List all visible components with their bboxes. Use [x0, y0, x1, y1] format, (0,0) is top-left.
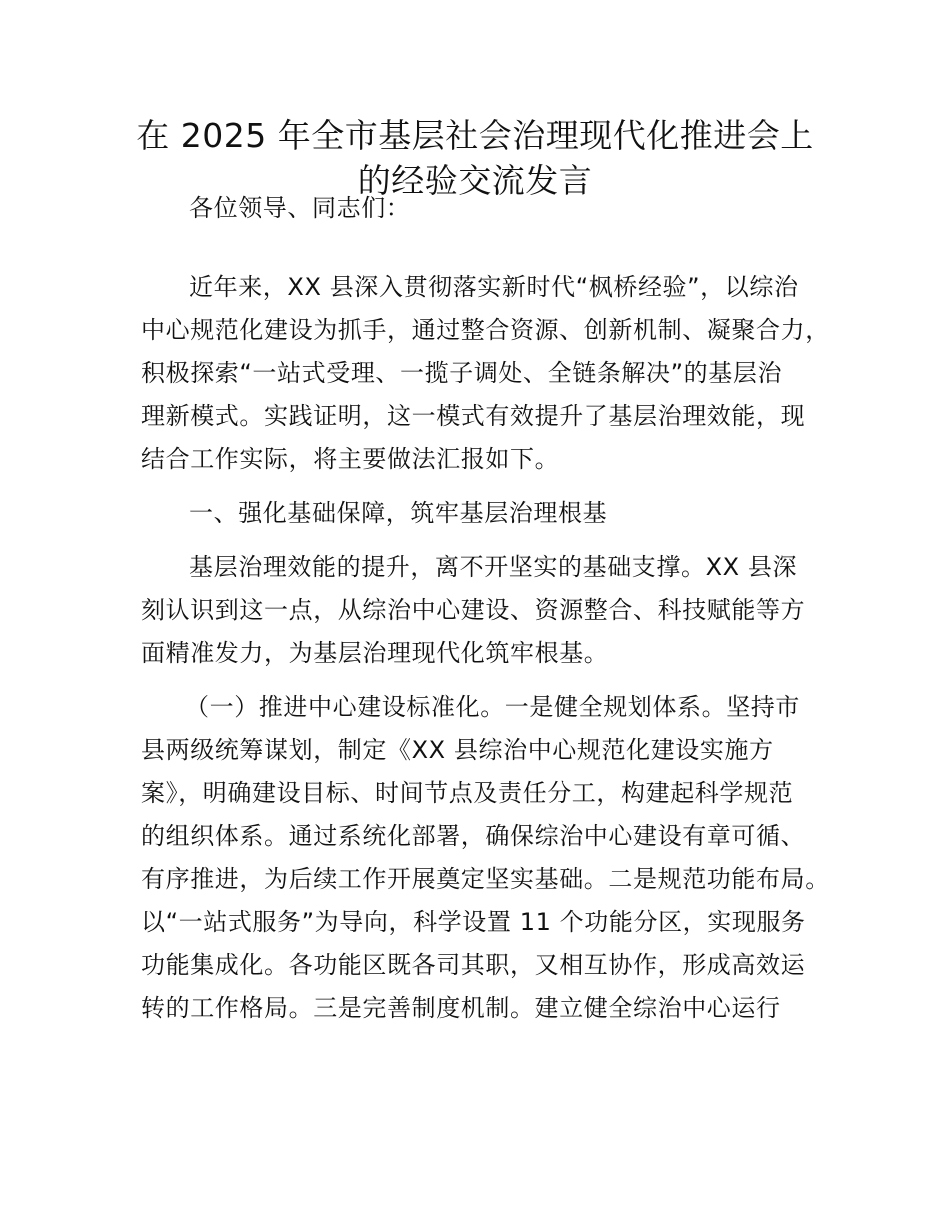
- salutation: 各位领导、同志们：: [189, 194, 411, 222]
- subsection-1-line-1: （一）推进中心建设标准化。一是健全规划体系。坚持市: [185, 693, 800, 721]
- intro-line-4: 理新模式。实践证明，这一模式有效提升了基层治理效能，现: [141, 402, 806, 430]
- intro-line-3: 积极探索“一站式受理、一揽子调处、全链条解决”的基层治: [141, 359, 783, 387]
- subsection-1-line-7: 功能集成化。各功能区既各司其职，又相互协作，形成高效运: [141, 951, 806, 979]
- document-title-line-2: 的经验交流发言: [357, 161, 593, 200]
- section-1-heading: 一、强化基础保障，筑牢基层治理根基: [189, 499, 608, 527]
- document-title-line-1: 在 2025 年全市基层社会治理现代化推进会上: [136, 116, 814, 155]
- section-1-line-2: 刻认识到这一点，从综治中心建设、资源整合、科技赋能等方: [141, 596, 806, 624]
- intro-line-1: 近年来，XX 县深入贯彻落实新时代“枫桥经验”，以综治: [189, 273, 799, 301]
- section-1-line-1: 基层治理效能的提升，离不开坚实的基础支撑。XX 县深: [189, 553, 798, 581]
- subsection-1-line-2: 县两级统筹谋划，制定《XX 县综治中心规范化建设实施方: [141, 736, 774, 764]
- section-1-line-3: 面精准发力，为基层治理现代化筑牢根基。: [141, 639, 609, 667]
- intro-line-5: 结合工作实际，将主要做法汇报如下。: [141, 445, 560, 473]
- subsection-1-line-8: 转的工作格局。三是完善制度机制。建立健全综治中心运行: [141, 994, 781, 1022]
- subsection-1-line-6: 以“一站式服务”为导向，科学设置 11 个功能分区，实现服务: [141, 908, 806, 936]
- intro-line-2: 中心规范化建设为抓手，通过整合资源、创新机制、凝聚合力，: [141, 316, 830, 344]
- subsection-1-line-5: 有序推进，为后续工作开展奠定坚实基础。二是规范功能布局。: [141, 865, 830, 893]
- subsection-1-line-4: 的组织体系。通过系统化部署，确保综治中心建设有章可循、: [141, 822, 806, 850]
- subsection-1-line-3: 案》，明确建设目标、时间节点及责任分工，构建起科学规范: [141, 779, 794, 807]
